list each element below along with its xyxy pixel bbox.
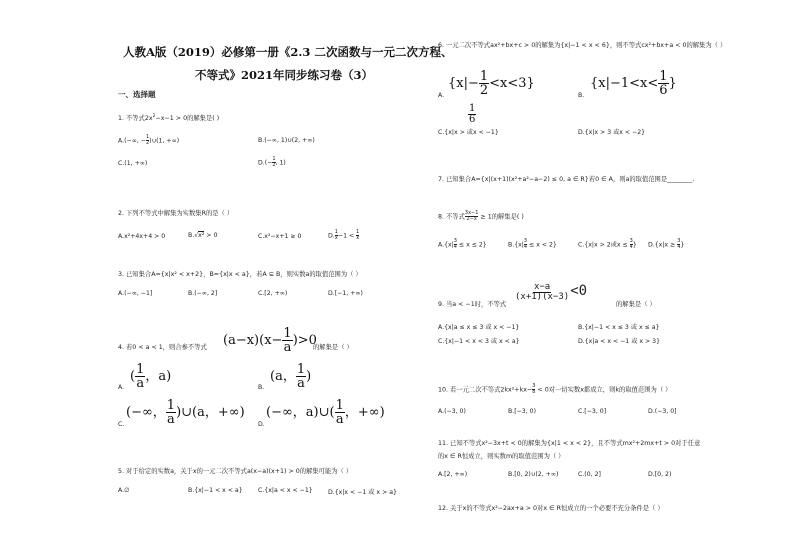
- question-12: 12. 关于x的不等式x²−2ax+a > 0对x ∈ R恒成立的一个必要不充分条件是（ ）: [438, 505, 664, 512]
- q4-option-c[interactable]: (−∞， $\frac{1}{a}$ )∪(a，+∞): [126, 398, 245, 427]
- q5-option-a[interactable]: A.∅: [118, 487, 130, 494]
- q3-option-c[interactable]: C.[2, +∞): [258, 290, 288, 297]
- question-1: 1. 不等式$2x^2-x-1 > 0$的解集是( ): [118, 114, 220, 123]
- fraction: $\frac{3}{4}$: [677, 238, 681, 250]
- question-10: 10. 若一元二次不等式2kx²+kx− $\frac{3}{8}$ < 0对一切实数x都成立，则k的取值范围为（ ）: [438, 383, 672, 395]
- q11-option-b[interactable]: B.[0, 2)∪(2, +∞): [508, 471, 559, 478]
- fraction: $\frac{1}{x}$: [334, 229, 338, 241]
- section-heading: 一、选择题: [118, 90, 156, 99]
- q6-option-d[interactable]: D.{x|x > 3 或x < −2}: [578, 129, 646, 136]
- question-11-line1: 11. 已知不等式x²−3x+t < 0的解集为{x|1 < x < 2}，且不等式mx²+2mx+t > 0对于任意: [438, 440, 701, 447]
- fraction: $\frac{3}{4}$: [523, 238, 528, 250]
- question-2: 2. 下列不等式中解集为实数集R的是（ ）: [118, 210, 234, 217]
- q9-option-d[interactable]: D.{x|a < x < −1 或 x > 3}: [578, 338, 660, 345]
- q4-option-d[interactable]: (−∞，a)∪( $\frac{1}{a}$ ，+∞): [266, 398, 385, 427]
- fraction: $\frac{1}{6}$: [659, 69, 668, 98]
- q4-option-a-label[interactable]: A.: [118, 384, 125, 391]
- question-8: 8. 不等式 $\frac{3x-1}{2-x}$ ≥ 1的解集是( ): [438, 210, 524, 222]
- question-6: 6. 一元二次不等式ax²+bx+c > 0的解集为{x|−1 < x < 6}，则不等式cx²+bx+a < 0的解集为（ ）: [438, 42, 727, 49]
- q10-option-b[interactable]: B.[−3, 0): [508, 408, 537, 415]
- fraction: $\frac{1}{2}$: [272, 156, 276, 168]
- fraction: $\frac{1}{x}$: [356, 229, 360, 241]
- q3-option-d[interactable]: D.[−1, +∞): [328, 290, 363, 297]
- q11-option-d[interactable]: D.[0, 2): [648, 471, 672, 478]
- q2-option-b[interactable]: B.√x² > 0: [188, 232, 218, 239]
- exam-title-line2: 不等式》2021年同步练习卷（3）: [195, 68, 374, 82]
- q9-option-a[interactable]: A.{x|a ≤ x ≤ 3 或 x < −1}: [438, 324, 520, 331]
- fraction: $\frac{1}{a}$: [166, 398, 176, 427]
- q6-option-b-label[interactable]: B.: [578, 92, 585, 99]
- fraction: $\frac{3}{4}$: [629, 238, 633, 250]
- q10-option-c[interactable]: C.[−3, 0]: [578, 408, 607, 415]
- question-9-stem-b: 的解集是（ ）: [616, 301, 656, 308]
- q1-option-b[interactable]: B.(−∞, 1)∪(2, +∞): [258, 137, 315, 144]
- q8-option-a[interactable]: A.{x| $\frac{3}{4}$ ≤ x ≤ 2}: [438, 238, 487, 250]
- q6-option-c[interactable]: C.{x|x > 或x < −1}: [438, 129, 499, 136]
- q4-option-c-label[interactable]: C.: [118, 421, 125, 428]
- q1-option-d[interactable]: D.(− $\frac{1}{2}$ , 1): [258, 156, 286, 168]
- fraction: $\frac{1}{a}$: [335, 398, 344, 427]
- q4-inequality: (a−x)(x− $\frac{1}{a}$ )>0: [223, 326, 317, 355]
- question-9-stem-a: 9. 当a < −1时，不等式: [438, 301, 507, 308]
- q1-option-c[interactable]: C.(1, +∞): [118, 160, 148, 167]
- q1-option-a[interactable]: A.(−∞, − $\frac{1}{2}$ )∪(1, +∞): [118, 134, 180, 146]
- question-5: 5. 对于给定的实数a，关于x的一元二次不等式a(x−a)(x+1) > 0的解集可能为（ ）: [118, 468, 353, 475]
- q8-option-b[interactable]: B.{x| $\frac{3}{4}$ ≤ x < 2}: [508, 238, 557, 250]
- q6-option-b[interactable]: {x|−1<x< $\frac{1}{6}$ }: [590, 69, 677, 98]
- fraction: $\frac{1}{a}$: [296, 362, 306, 391]
- q8-option-c[interactable]: C.{x|x > 2或x ≤ $\frac{3}{4}$ }: [578, 238, 637, 250]
- fraction: $\frac{3x-1}{2-x}$: [464, 210, 479, 222]
- q2-option-c[interactable]: C.x²−x+1 ≥ 0: [258, 233, 302, 240]
- q10-option-d[interactable]: D.(−3, 0]: [648, 408, 677, 415]
- q5-option-d[interactable]: D.{x|x < −1 或 x > a}: [328, 489, 397, 496]
- q5-option-b[interactable]: B.{x|−1 < x < a}: [188, 487, 243, 494]
- fraction: $\frac{3}{8}$: [532, 383, 536, 395]
- fraction: $\frac{1}{a}$: [136, 362, 145, 391]
- q4-option-a[interactable]: ( $\frac{1}{a}$ ，a): [130, 362, 172, 391]
- exam-title-line1: 人教A版（2019）必修第一册《2.3 二次函数与一元二次方程、: [123, 45, 453, 59]
- q4-option-b-label[interactable]: B.: [258, 384, 265, 391]
- q2-option-d[interactable]: D. $\frac{1}{x}$ −1 < $\frac{1}{x}$: [328, 229, 360, 241]
- fraction: $\frac{1}{a}$: [283, 326, 292, 355]
- question-4-stem-a: 4. 若0 < a < 1，则合参不等式: [118, 344, 207, 351]
- question-4-stem-b: 的解集是（ ）: [313, 344, 353, 351]
- q6-option-a[interactable]: {x|− $\frac{1}{2}$ <x<3}: [448, 69, 535, 98]
- q9-option-c[interactable]: C.{x|−1 < x < 3 或 x < a}: [438, 338, 520, 345]
- q3-option-a[interactable]: A.(−∞, −1]: [118, 290, 153, 297]
- q6-option-c-fraction: $\frac{1}{6}$: [469, 103, 476, 125]
- q5-option-c[interactable]: C.{x|a < x < −1}: [258, 487, 313, 494]
- q4-option-b[interactable]: (a， $\frac{1}{a}$ ): [270, 362, 312, 391]
- fraction: $\frac{3}{4}$: [453, 238, 457, 250]
- q2-option-a[interactable]: A.x²+4x+4 > 0: [118, 233, 166, 240]
- q9-option-b[interactable]: B.{x|−1 < x ≤ 3 或 x ≤ a}: [578, 324, 660, 331]
- q11-option-c[interactable]: C.(0, 2]: [578, 471, 601, 478]
- question-7: 7. 已知集合A={x|(x+1)(x²+a²−a−2) ≤ 0, a ∈ R}若0 ∈ A，则a的取值范围是________.: [438, 176, 695, 183]
- fraction: $\frac{1}{2}$: [145, 134, 150, 146]
- question-3: 3. 已知集合A={x|x² < x+2}，B={x|x < a}，若A ⊆ B，则实数a的取值范围为（ ）: [118, 271, 362, 278]
- question-11-line2: 的x ∈ R恒成立，则实数m的取值范围为（ ）: [438, 453, 565, 460]
- q10-option-a[interactable]: A.(−3, 0): [438, 408, 466, 415]
- q4-option-d-label[interactable]: D.: [258, 421, 265, 428]
- q6-option-a-label[interactable]: A.: [438, 92, 445, 99]
- q8-option-d[interactable]: D.{x|x ≥ $\frac{3}{4}$ }: [648, 238, 685, 250]
- fraction: $\frac{1}{2}$: [479, 69, 489, 98]
- q3-option-b[interactable]: B.(−∞, 2]: [188, 290, 218, 297]
- q11-option-a[interactable]: A.[2, +∞): [438, 471, 468, 478]
- q9-fraction: $\frac{x-a}{(x+1)(x-3)}$ <0: [515, 282, 588, 302]
